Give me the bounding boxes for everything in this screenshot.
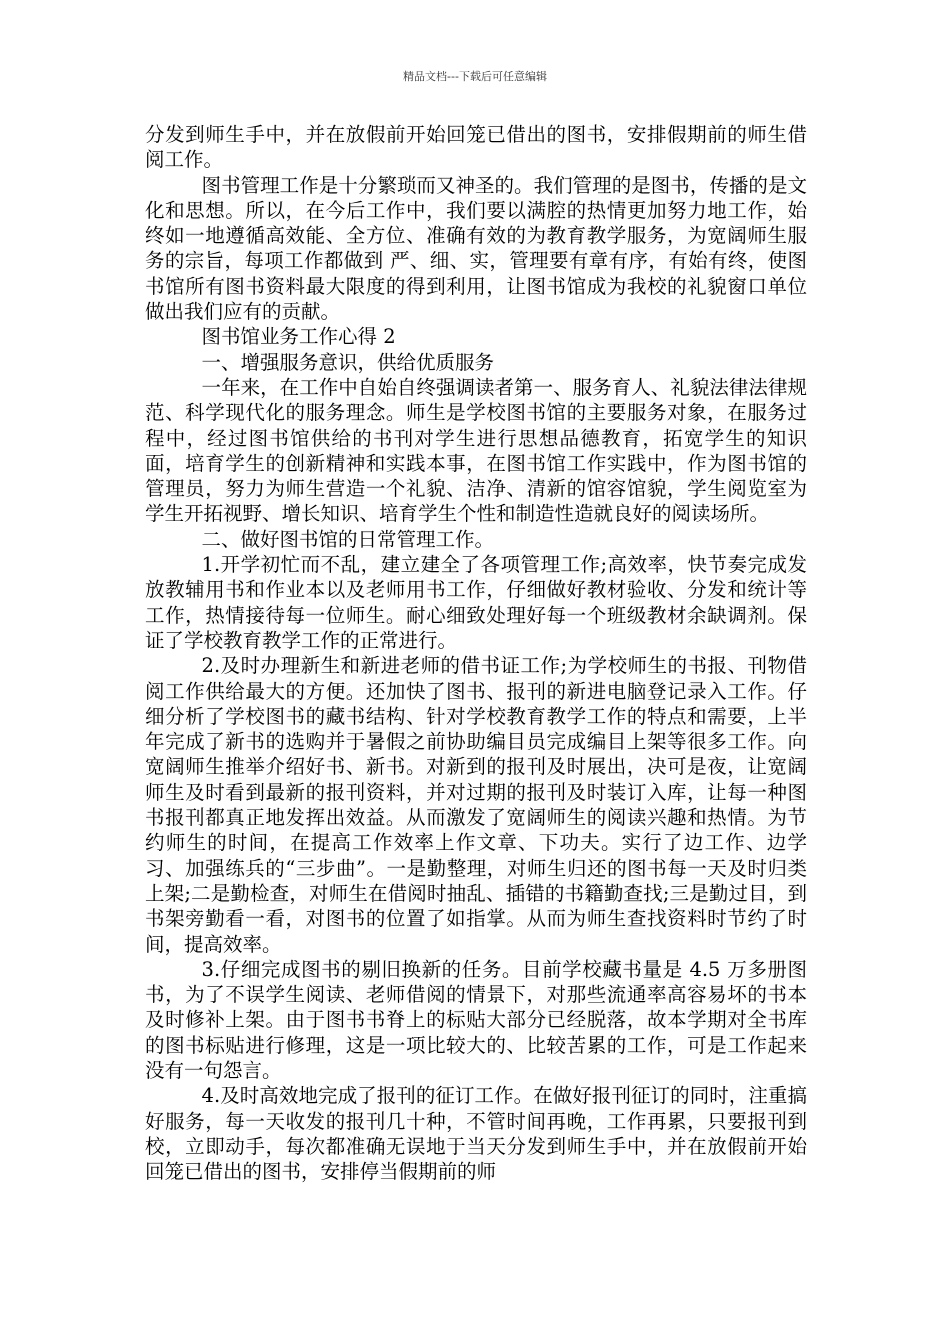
paragraph: 二、做好图书馆的日常管理工作。 <box>201 527 495 551</box>
header-note: 精品文档---下载后可任意编辑 <box>403 70 547 83</box>
paragraph: 3.仔细完成图书的剔旧换新的任务。目前学校藏书量是 4.5 万多册图书，为了不误学生阅读、老师借阅的情景下，对那些流通率高容易坏的书本及时修补上架。由于图书书脊上的标贴大部分已经脱落，故本学期对全书库的图书标贴进行修理，这是一项比较大的、比较苦累的工作，可是工作起来没有一句怨言。 <box>145 957 807 1082</box>
paragraph: 一年来，在工作中自始自终强调读者第一、服务育人、礼貌法律法律规范、科学现代化的服务理念。师生是学校图书馆的主要服务对象，在服务过程中，经过图书馆供给的书刊对学生进行思想品德教育，拓宽学生的知识面，培育学生的创新精神和实践本事，在图书馆工作实践中，作为图书馆的管理员，努力为师生营造一个礼貌、洁净、清新的馆容馆貌，学生阅览室为学生开拓视野、增长知识、培育学生个性和制造性造就良好的阅读场所。 <box>145 375 807 526</box>
paragraph: 分发到师生手中，并在放假前开始回笼已借出的图书，安排假期前的师生借阅工作。 <box>145 123 807 172</box>
paragraph: 2.及时办理新生和新进老师的借书证工作;为学校师生的书报、刊物借阅工作供给最大的方便。还加快了图书、报刊的新进电脑登记录入工作。仔细分析了学校图书的藏书结构、针对学校教育教学工作的特点和需要，上半年完成了新书的选购并于暑假之前协助编目员完成编目上架等很多工作。向宽阔师生推举介绍好书、新书。对新到的报刊及时展出，决可是夜，让宽阔师生及时看到最新的报刊资料，并对过期的报刊及时装订入库，让每一种图书报刊都真正地发挥出效益。从而激发了宽阔师生的阅读兴趣和热情。为节约师生的时间，在提高工作效率上作文章、下功夫。实行了边工作、边学习、加强练兵的“三步曲”。一是勤整理，对师生归还的图书每一天及时归类上架;二是勤检查，对师生在借阅时抽乱、插错的书籍勤查找;三是勤过目，到书架旁勤看一看，对图书的位置了如指掌。从而为师生查找资料时节约了时间，提高效率。 <box>145 654 807 956</box>
document-body <box>145 122 807 1184</box>
paragraph: 图书管理工作是十分繁琐而又神圣的。我们管理的是图书，传播的是文化和思想。所以，在今后工作中，我们要以满腔的热情更加努力地工作，始终如一地遵循高效能、全方位、准确有效的为教育教学服务，为宽阔师生服务的宗旨，每项工作都做到 严、细、实，管理要有章有序，有始有终，使图书馆所有图书资料最大限度的得到利用，让图书馆成为我校的礼貌窗口单位做出我们应有的贡献。 <box>145 173 807 324</box>
paragraph: 4.及时高效地完成了报刊的征订工作。在做好报刊征订的同时，注重搞好服务，每一天收发的报刊几十种，不管时间再晚，工作再累，只要报刊到校，立即动手，每次都准确无误地于当天分发到师生手中，并在放假前开始回笼已借出的图书，安排停当假期前的师 <box>145 1084 807 1184</box>
paragraph: 图书馆业务工作心得 2 <box>201 325 396 349</box>
paragraph: 一、增强服务意识，供给优质服务 <box>201 350 495 374</box>
paragraph: 1.开学初忙而不乱，建立建全了各项管理工作;高效率，快节奏完成发放教辅用书和作业本以及老师用书工作，仔细做好教材验收、分发和统计等工作，热情接待每一位师生。耐心细致处理好每一个班级教材余缺调剂。保证了学校教育教学工作的正常进行。 <box>145 553 807 652</box>
